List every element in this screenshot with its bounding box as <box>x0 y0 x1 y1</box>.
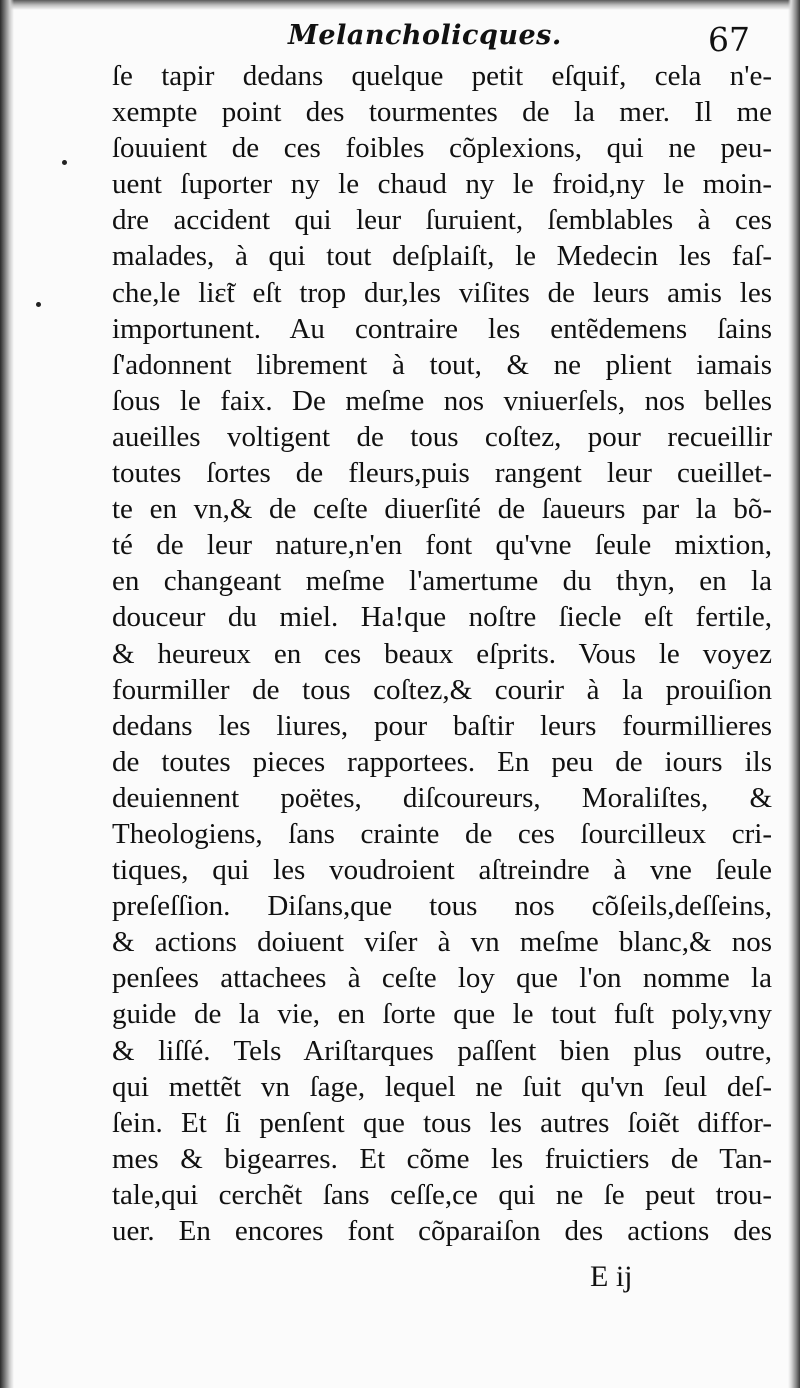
text-line: mes & bigearres. Et cõme les fruictiers de Tan- <box>112 1142 772 1175</box>
text-line: qui mettẽt vn ſage, lequel ne ſuit qu'vn ſeul deſ- <box>112 1070 772 1103</box>
text-line: de toutes pieces rapportees. En peu de iours ils <box>112 745 772 778</box>
text-line: en changeant meſme l'amertume du thyn, en la <box>112 565 772 598</box>
text-line: tale,qui cerchẽt ſans ceſſe,ce qui ne ſe peut trou- <box>112 1178 772 1211</box>
scan-left-edge <box>0 0 14 1388</box>
text-line: toutes ſortes de fleurs,puis rangent leur cueillet- <box>112 457 772 490</box>
text-line: fourmiller de tous coſtez,& courir à la prouiſion <box>112 673 772 706</box>
text-line: ſe tapir dedans quelque petit eſquif, cela n'e- <box>112 60 772 92</box>
scan-right-edge <box>788 0 800 1388</box>
text-line: & liſſé. Tels Ariſtarques paſſent bien plus outre, <box>112 1034 772 1067</box>
margin-dot <box>36 302 41 307</box>
text-line: che,le liɛ̃t eſt trop dur,les viſites de leurs amis les <box>112 276 772 309</box>
text-line: preſeſſion. Diſans,que tous nos cõſeils,deſſeins, <box>112 890 772 923</box>
text-line: uer. En encores font cõparaiſon des actions des <box>112 1215 772 1247</box>
text-line: ſous le faix. De meſme nos vniuerſels, nos belles <box>112 384 772 417</box>
text-line: dedans les liures, pour baſtir leurs fourmillieres <box>112 709 772 742</box>
text-line: aueilles voltigent de tous coſtez, pour recueillir <box>112 420 772 453</box>
text-line: ſein. Et ſi penſent que tous les autres ſoiẽt diffor- <box>112 1106 772 1139</box>
text-line: uent ſuporter ny le chaud ny le froid,ny le moin- <box>112 168 772 201</box>
signature-mark: E ij <box>590 1260 633 1293</box>
text-line: té de leur nature,n'en font qu'vne ſeule mixtion, <box>112 529 772 562</box>
margin-dot <box>62 160 67 165</box>
text-line: & actions doiuent viſer à vn meſme blanc,& nos <box>112 926 772 959</box>
text-line: importunent. Au contraire les entẽdemens ſains <box>112 312 772 345</box>
text-line: & heureux en ces beaux eſprits. Vous le voyez <box>112 637 772 670</box>
scan-top-edge <box>0 0 800 10</box>
text-line: deuiennent poëtes, diſcoureurs, Moraliſtes, & <box>112 781 772 814</box>
running-head <box>0 16 800 60</box>
body-text <box>112 58 772 1249</box>
text-line: malades, à qui tout deſplaiſt, le Medecin les faſ- <box>112 240 772 273</box>
text-line: guide de la vie, en ſorte que le tout fuſt poly,vny <box>112 998 772 1031</box>
text-line: xempte point des tourmentes de la mer. Il me <box>112 96 772 129</box>
text-line: tiques, qui les voudroient aſtreindre à vne ſeule <box>112 854 772 887</box>
page-number: 67 <box>708 20 750 59</box>
text-line: penſees attachees à ceſte loy que l'on nomme la <box>112 962 772 995</box>
text-line: douceur du miel. Ha!que noſtre ſiecle eſt fertile, <box>112 601 772 634</box>
running-title: Melancholicques. <box>288 20 562 51</box>
text-line: Theologiens, ſans crainte de ces ſourcilleux cri- <box>112 817 772 850</box>
text-line: te en vn,& de ceſte diuerſité de ſaueurs par la bõ- <box>112 493 772 526</box>
text-line: ſouuient de ces foibles cõplexions, qui ne peu- <box>112 132 772 165</box>
text-line: dre accident qui leur ſuruient, ſemblables à ces <box>112 204 772 237</box>
text-line: ſ'adonnent librement à tout, & ne plient iamais <box>112 348 772 381</box>
